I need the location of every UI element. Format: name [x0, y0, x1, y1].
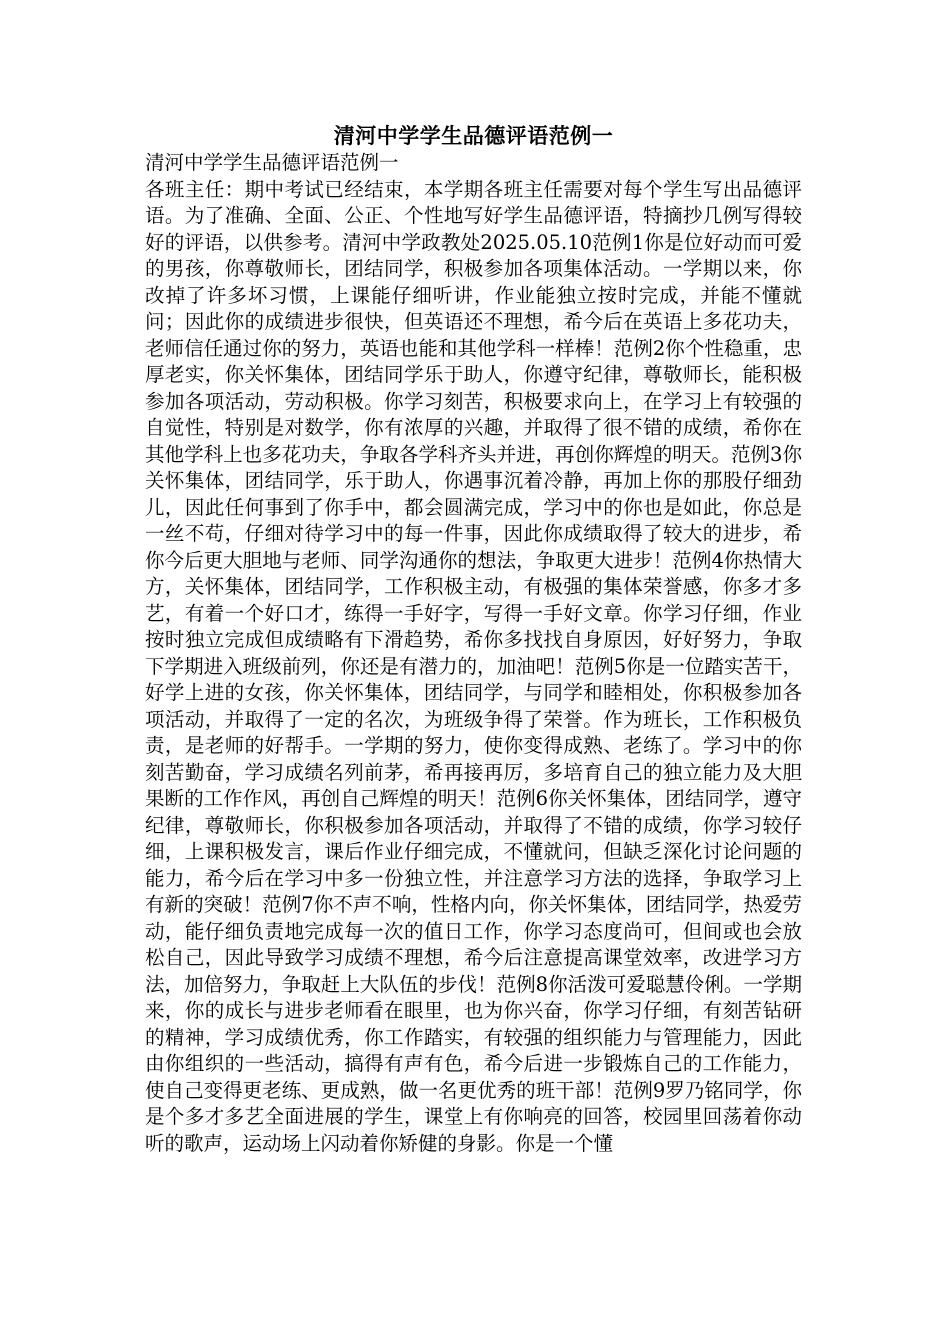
- document-title: 清河中学学生品德评语范例一: [333, 123, 614, 148]
- document-body: 各班主任：期中考试已经结束，本学期各班主任需要对每个学生写出品德评语。为了准确、全面、公正、个性地写好学生品德评语，特摘抄几例写得较好的评语，以供参考。清河中学政教处2025.05.10范例1你是位好动而可爱的男孩，你尊敬师长，团结同学，积极参加各项集体活动。一学期以来，你改掉了许多坏习惯，上课能仔细听讲，作业能独立按时完成，并能不懂就问；因此你的成绩进步很快，但英语还不理想，希今后在英语上多花功夫，老师信任通过你的努力，英语也能和其他学科一样棒！范例2你个性稳重，忠厚老实，你关怀集体，团结同学乐于助人，你遵守纪律，尊敬师长，能积极参加各项活动，劳动积极。你学习刻苦，积极要求向上，在学习上有较强的自觉性，特别是对数学，你有浓厚的兴趣，并取得了很不错的成绩，希你在其他学科上也多花功夫，争取各学科齐头并进，再创你辉煌的明天。范例3你关怀集体，团结同学，乐于助人，你遇事沉着冷静，再加上你的那股仔细劲儿，因此任何事到了你手中，都会圆满完成，学习中的你也是如此，你总是一丝不苟，仔细对待学习中的每一件事，因此你成绩取得了较大的进步，希你今后更大胆地与老师、同学沟通你的想法，争取更大进步！范例4你热情大方，关怀集体，团结同学，工作积极主动，有极强的集体荣誉感，你多才多艺，有着一个好口才，练得一手好字，写得一手好文章。你学习仔细，作业按时独立完成但成绩略有下滑趋势，希你多找找自身原因，好好努力，争取下学期进入班级前列，你还是有潜力的，加油吧！范例5你是一位踏实苦干，好学上进的女孩，你关怀集体，团结同学，与同学和睦相处，你积极参加各项活动，并取得了一定的名次，为班级争得了荣誉。作为班长，工作积极负责，是老师的好帮手。一学期的努力，使你变得成熟、老练了。学习中的你刻苦勤奋，学习成绩名列前茅，希再接再厉，多培育自己的独立能力及大胆果断的工作作风，再创自己辉煌的明天！范例6你关怀集体，团结同学，遵守纪律，尊敬师长，你积极参加各项活动，并取得了不错的成绩，你学习较仔细，上课积极发言，课后作业仔细完成，不懂就问，但缺乏深化讨论问题的能力，希今后在学习中多一份独立性，并注意学习方法的选择，争取学习上有新的突破！范例7你不声不响，性格内向，你关怀集体，团结同学，热爱劳动，能仔细负责地完成每一次的值日工作，你学习态度尚可，但间或也会放松自己，因此导致学习成绩不理想，希今后注意提高课堂效率，改进学习方法，加倍努力，争取赶上大队伍的步伐！范例8你活泼可爱聪慧伶俐。一学期来，你的成长与进步老师看在眼里，也为你兴奋，你学习仔细，有刻苦钻研的精神，学习成绩优秀，你工作踏实，有较强的组织能力与管理能力，因此由你组织的一些活动，搞得有声有色，希今后进一步锻炼自己的工作能力，使自己变得更老练、更成熟，做一名更优秀的班干部！范例9罗乃铭同学，你是个多才多艺全面进展的学生，课堂上有你响亮的回答，校园里回荡着你动听的歌声，运动场上闪动着你矫健的身影。你是一个懂: [145, 177, 802, 1155]
- document-page: [145, 122, 802, 1157]
- document-subtitle: 清河中学学生品德评语范例一: [145, 151, 399, 174]
